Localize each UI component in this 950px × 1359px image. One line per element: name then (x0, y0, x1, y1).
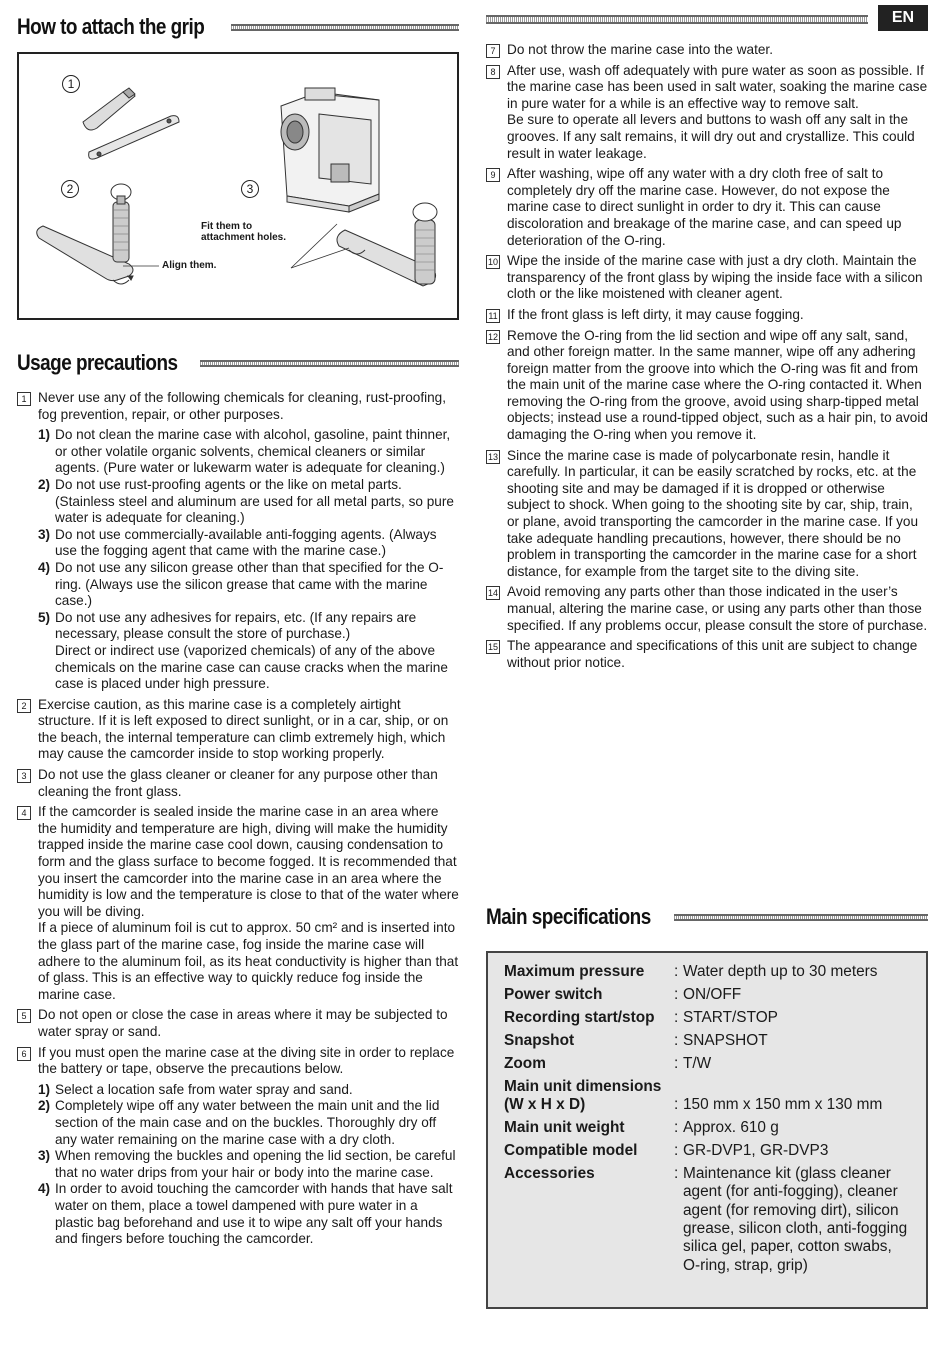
step-3-label: 3 (241, 180, 259, 198)
precaution-item-4 (17, 804, 459, 1003)
item-text: If the camcorder is sealed inside the marine case in an area where the humidity and temperature are high, diving will make the humidity trapped inside the marine case cool down, causing condensation to form and the glass surface to become fogged. It is recommended that you insert the camcorder into the marine case in an area where the humidity is low and the temperature is close to that of the water where you will be diving. (38, 804, 459, 919)
item-number: 5 (17, 1009, 31, 1023)
item-text: Wipe the inside of the marine case with just a dry cloth. Maintain the transparency of the front glass by wiping the inside face with a silicon cloth or the like moistened with cleaner agent. (507, 253, 923, 302)
usage-list-right (486, 42, 928, 675)
usage-title: Usage precautions (17, 350, 178, 375)
item-text: Do not open or close the case in areas where it may be subjected to water spray or sand. (38, 1007, 448, 1039)
spec-row: Maximum pressure : Water depth up to 30 meters (504, 963, 878, 980)
grip-assembled-icon (337, 203, 437, 286)
item-text: Do not use the glass cleaner or cleaner for any purpose other than cleaning the front glass. (38, 767, 438, 799)
specs-heading (486, 900, 928, 934)
specs-title: Main specifications (486, 904, 651, 929)
attach-heading (17, 10, 459, 44)
grip-part-icon (83, 88, 179, 159)
precaution-item-13 (486, 448, 928, 581)
spec-row: Zoom : T/W (504, 1054, 712, 1072)
item-number: 2 (17, 699, 31, 713)
item-number: 1 (17, 392, 31, 406)
spec-row: Main unit weight : Approx. 610 g (504, 1119, 779, 1137)
precaution-item-8 (486, 63, 928, 163)
item-number: 3 (17, 769, 31, 783)
spec-row: Compatible model : GR-DVP1, GR-DVP3 (504, 1142, 829, 1160)
precaution-item-14 (486, 584, 928, 634)
item-text: The appearance and specifications of this unit are subject to change without prior notice. (507, 638, 918, 670)
sub-item: 3) Do not use commercially-available anti-fogging agents. (Always use the fogging agent that came with the marine case.) (38, 526, 437, 559)
precaution-item-2 (17, 697, 459, 763)
precaution-item-12 (486, 328, 928, 444)
item-text: If you must open the marine case at the diving site in order to replace the battery or tape, observe the precautions below. (38, 1044, 455, 1077)
sub-item: 1) Do not clean the marine case with alcohol, gasoline, paint thinner, or other volatile organic solvents, chemical cleaners or similar agents. (Pure water or lukewarm water is adequate for cleaning.) (38, 427, 451, 476)
usage-heading (17, 346, 459, 380)
sub-item: 2) Completely wipe off any water between the main unit and the lid section of the main case and on the buckles. Thoroughly dry off any water remaining on the marine case with a dry cloth. (38, 1098, 440, 1147)
spec-row: Power switch : ON/OFF (504, 985, 742, 1003)
item-text: Avoid removing any parts other than those indicated in the user’s manual, altering the marine case, or using any parts other than those specified. If any problems occur, please consult the store of purchase. (507, 584, 928, 633)
grip-assembly-icon (37, 184, 133, 284)
item-number: 7 (486, 44, 500, 58)
heading-rule (674, 914, 928, 921)
precaution-item-10 (486, 253, 928, 303)
item-number: 15 (487, 642, 498, 653)
item-number: 4 (17, 806, 31, 820)
grip-illustration (19, 54, 457, 318)
spec-row: Recording start/stop : START/STOP (504, 1008, 778, 1026)
step-2-label: 2 (61, 180, 79, 198)
precaution-item-3 (17, 767, 459, 800)
heading-rule (231, 24, 459, 31)
precaution-item-15 (486, 638, 928, 671)
header-rule (486, 15, 868, 24)
precaution-item-1 (17, 390, 459, 693)
precaution-item-7 (486, 42, 928, 59)
sub-list (38, 427, 459, 693)
language-badge: EN (878, 5, 928, 31)
step-1-label: 1 (62, 75, 80, 93)
spec-row: Snapshot : SNAPSHOT (504, 1031, 768, 1049)
item-number: 8 (486, 65, 500, 79)
sub-item: 3) When removing the buckles and opening the lid section, be careful that no water drips from your hair or body into the marine case. (38, 1148, 456, 1180)
precaution-item-5 (17, 1007, 459, 1040)
sub-item: 1) Select a location safe from water spray and sand. (38, 1081, 353, 1097)
fit-note: Fit them to attachment holes. (201, 221, 287, 243)
item-number: 12 (487, 331, 498, 342)
sub-item: 2) Do not use rust-proofing agents or the like on metal parts. (Stainless steel and aluminum are used for all metal parts, so pure water is adequate for cleaning.) (38, 476, 454, 526)
item-text: Never use any of the following chemicals for cleaning, rust-proofing, fog prevention, repair, or other purposes. (38, 390, 447, 422)
item-text: After use, wash off adequately with pure water as soon as possible. If the marine case has been used in salt water, soaking the marine case in pure water for a while is an effective way to remove salt. (507, 62, 928, 111)
left-column (17, 10, 459, 1252)
item-text-2: Be sure to operate all levers and buttons to wash off any salt in the grooves. If any salt remains, it will dry out and crystallize. This could result in water leakage. (507, 112, 915, 161)
usage-list-left (17, 390, 459, 1248)
align-note: Align them. (162, 260, 217, 271)
item-number: 14 (487, 588, 498, 599)
sub-list (38, 1082, 459, 1248)
item-text: Do not throw the marine case into the water. (507, 42, 773, 57)
item-number: 6 (17, 1047, 31, 1061)
sub-item: 4) In order to avoid touching the camcorder with hands that have salt water on them, place a towel dampened with pure water in a plastic bag beforehand and use it to wipe any salt off your hands and fingers before touching the camcorder. (38, 1181, 453, 1247)
precaution-item-6 (17, 1045, 459, 1248)
item-text: If the front glass is left dirty, it may cause fogging. (507, 306, 804, 322)
precaution-item-9 (486, 166, 928, 249)
marine-case-icon (281, 88, 379, 212)
attach-title: How to attach the grip (17, 14, 205, 39)
precaution-item-11 (486, 307, 928, 324)
item-number: 10 (487, 257, 498, 268)
item-text: Exercise caution, as this marine case is a completely airtight structure. If it is left exposed to direct sunlight, or in a car, ship, or on the beach, the internal temperature can climb extremely high, which may cause the camcorder inside to stop working properly. (38, 696, 449, 762)
heading-rule (200, 360, 459, 367)
item-number: 13 (487, 451, 498, 462)
item-number: 11 (486, 309, 500, 323)
spec-row: Main unit dimensions (W x H x D) : 150 mm x 150 mm x 130 mm (504, 1077, 883, 1114)
item-text-2: If a piece of aluminum foil is cut to approx. 50 cm² and is inserted into the glass part of the marine case, fog inside the marine case will adhere to the aluminum foil, as its heat conductivity is higher than that of glass. This is an effective way to quickly reduce fog inside the marine case. (38, 920, 459, 1002)
specs-table (486, 951, 928, 1309)
item-text: Since the marine case is made of polycarbonate resin, handle it carefully. In particular, it can be easily scratched by rocks, etc. at the shooting site and may be damaged if it is dropped or otherwise subject to shock. When going to the shooting site by car, ship, train, or plane, avoid transporting the camcorder in the marine case. If you take adequate handling precautions, however, there should be no problem in transporting the camcorder in the marine case for a short distance, for example from the target site to the diving site. (507, 447, 919, 579)
item-number: 9 (486, 168, 500, 182)
spec-row: Accessories : Maintenance kit (glass cleaner agent (for anti-fogging), cleaner agent (for removing dirt), silicon grease, silicon cloth, anti-fogging silica gel, paper, cotton swabs, O-ring, strap, grip) (504, 1165, 908, 1274)
grip-figure (17, 52, 459, 320)
sub-item: 5) Do not use any adhesives for repairs, etc. (If any repairs are necessary, please consult the store of purchase.) Direct or indirect use (vaporized chemicals) of any of the above chemicals on the marine case can cause cracks when the marine case is placed under high pressure. (38, 609, 448, 692)
sub-item: 4) Do not use any silicon grease other than that specified for the O-ring. (Always use the silicon grease that came with the marine case.) (38, 559, 444, 609)
item-text: After washing, wipe off any water with a dry cloth free of salt to completely dry off the marine case. However, do not expose the marine case to direct sunlight in order to dry it. This can cause discoloration and breakage of the marine case, and can speed up deterioration of the O-ring. (507, 166, 902, 248)
item-text: Remove the O-ring from the lid section and wipe off any salt, sand, and other foreign matter. In the same manner, wipe off any adhering foreign matter from the groove into which the O-ring was fit and from the main unit of the marine case where the O-ring contacted it. When removing the O-ring from the groove, avoid using sharp-tipped metal objects; instead use a round-tipped object, such as a hair pin, to avoid damaging the O-ring when you remove it. (507, 327, 928, 443)
